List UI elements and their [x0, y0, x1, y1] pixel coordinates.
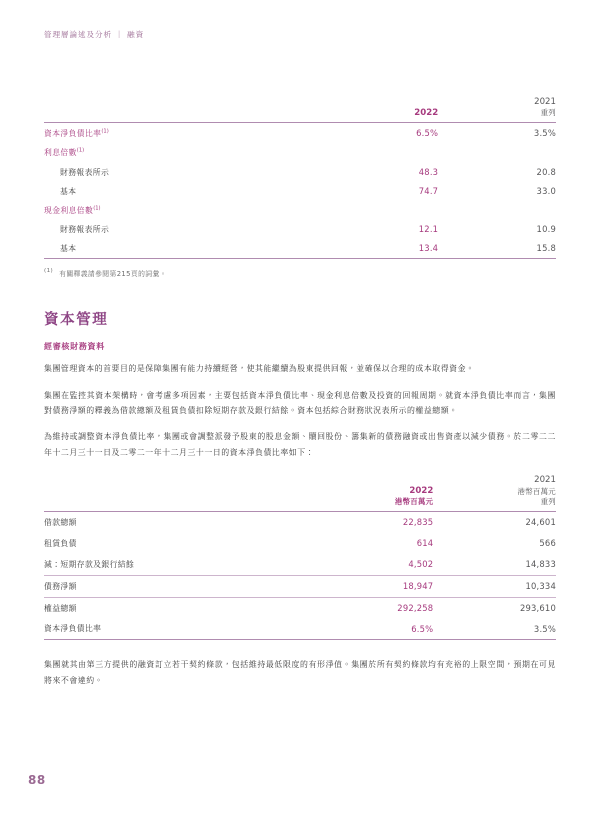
gearing-row-label: 債務淨額: [44, 575, 329, 597]
gearing-row-current: 22,835: [329, 512, 452, 533]
paragraph-1: 集團管理資本的首要目的是保障集團有能力持續經營，使其能繼續為股東提供回報，並確保以合理的成本取得資金。: [44, 364, 475, 374]
ratios-row-label-text: 現金利息倍數: [44, 205, 94, 215]
gearing-row-current: 4,502: [408, 559, 434, 570]
ratios-header-2021-note: 重列: [540, 108, 556, 118]
gearing-row-label: 資本淨負債比率: [44, 619, 329, 640]
section-subtitle: 經審核財務資料: [44, 341, 105, 351]
gearing-row-label: 借款總額: [44, 512, 329, 533]
table-row: [44, 554, 556, 575]
ratios-header-2021-year: 2021: [534, 97, 556, 107]
gearing-row-previous: 3.5%: [451, 619, 556, 640]
ratios-row-current: [338, 201, 456, 220]
gearing-row-current: 614: [416, 538, 434, 549]
footnote-text: 有關釋義請參閱第215頁的詞彙。: [59, 270, 167, 279]
gearing-row-current: 292,258: [329, 597, 452, 618]
gearing-row-label: 減：短期存款及銀行結餘: [44, 559, 135, 569]
table-row: [44, 575, 556, 597]
gearing-row-current: 6.5%: [329, 619, 452, 640]
ratios-row-previous: 10.9: [536, 224, 556, 235]
ratios-row-label: 財務報表所示: [60, 224, 110, 234]
gearing-table: [44, 474, 556, 640]
gearing-header-blank: [44, 474, 329, 511]
ratios-row-current: [338, 144, 456, 163]
table-row: [44, 512, 556, 533]
gearing-table-header-row: [44, 474, 556, 511]
ratios-header-blank: [44, 96, 338, 123]
paragraph-2: 集團在監控其資本架構時，會考慮多項因素，主要包括資本淨負債比率、現金利息倍數及投資的回報周期。就資本淨負債比率而言，集團對債務淨額的釋義為借款總額及租賃負債扣除短期存款及銀行結餘。資本包括綜合財務狀況表所示的權益總額。: [44, 390, 556, 416]
gearing-row-previous: 14,833: [525, 559, 556, 570]
ratios-row-label: 基本: [44, 239, 338, 259]
ratios-table: [44, 96, 556, 259]
table-row: [44, 619, 556, 640]
ratios-row-previous: 15.8: [456, 239, 556, 259]
closing-paragraph: 集團就其由第三方提供的融資訂立若干契約條款，包括維持最低限度的有形淨值。集團於所有契約條款均有充裕的上限空間，預期在可見將來不會違約。: [44, 660, 556, 685]
gearing-header-2021-year: 2021: [534, 475, 556, 486]
gearing-header-2022-year: 2022: [409, 485, 434, 496]
table-row: [44, 182, 556, 201]
gearing-row-current: 18,947: [329, 575, 452, 597]
ratios-table-header-row: [44, 96, 556, 123]
gearing-row-previous: 10,334: [451, 575, 556, 597]
gearing-row-label: 租賃負債: [44, 538, 77, 548]
ratios-row-previous: 33.0: [536, 186, 556, 197]
running-header: 管理層論述及分析 ｜ 融資: [44, 30, 145, 39]
ratios-row-previous: 3.5%: [456, 123, 556, 144]
table-row: [44, 144, 556, 163]
gearing-header-2022-unit: 港幣百萬元: [394, 497, 434, 507]
paragraph-3: 為維持或調整資本淨負債比率，集團或會調整派發予股東的股息金額、贖回股份、籌集新的債務融資或出售資產以減少債務。於二零二二年十二月三十一日及二零二一年十二月三十一日的資本淨負債比率如下：: [44, 432, 556, 457]
ratios-table-footnote: [44, 268, 556, 278]
gearing-row-previous: 566: [539, 538, 556, 549]
footnote-marker: (1): [76, 147, 85, 154]
ratios-header-2022-year: 2022: [414, 107, 439, 118]
ratios-row-previous: [456, 144, 556, 163]
ratios-row-previous: 20.8: [536, 166, 556, 177]
table-row: [44, 239, 556, 259]
ratios-row-current: 74.7: [418, 186, 439, 197]
page-title: 資本管理: [44, 312, 109, 329]
table-row: [44, 123, 556, 144]
gearing-row-previous: 24,601: [451, 512, 556, 533]
table-row: [44, 597, 556, 618]
ratios-row-label: 基本: [60, 187, 77, 197]
page-content: [44, 96, 556, 688]
ratios-row-label: [44, 123, 338, 144]
footnote-marker: (1): [101, 128, 109, 135]
ratios-row-current: 6.5%: [338, 123, 456, 144]
table-row: [44, 201, 556, 220]
table-row: [44, 163, 556, 182]
gearing-table-wrapper: [44, 474, 556, 640]
ratios-row-label: 財務報表所示: [60, 167, 110, 177]
ratios-row-label: [44, 201, 338, 220]
ratios-row-label-text: 利息倍數: [44, 148, 77, 158]
gearing-header-2021-note: 重列: [540, 497, 556, 507]
ratios-row-label: [44, 144, 338, 163]
ratios-header-2021: [456, 96, 556, 123]
ratios-row-current: 13.4: [338, 239, 456, 259]
ratios-row-current: 48.3: [418, 166, 439, 177]
footnote-marker: (1): [93, 204, 101, 211]
page-number: 88: [28, 773, 46, 787]
ratios-row-current: 12.1: [418, 224, 439, 235]
gearing-header-2021-unit: 港幣百萬元: [517, 486, 556, 496]
table-row: [44, 220, 556, 239]
gearing-header-2021: [451, 474, 556, 511]
table-row: [44, 533, 556, 554]
gearing-row-previous: 293,610: [451, 597, 556, 618]
ratios-table-body: [44, 123, 556, 259]
footnote-marker: (1): [44, 268, 54, 275]
gearing-table-body: [44, 512, 556, 640]
gearing-header-2022: [329, 474, 452, 511]
ratios-row-label-text: 資本淨負債比率: [44, 129, 102, 139]
ratios-row-previous: [456, 201, 556, 220]
ratios-header-2022: [338, 96, 456, 123]
gearing-row-label: 權益總額: [44, 597, 329, 618]
